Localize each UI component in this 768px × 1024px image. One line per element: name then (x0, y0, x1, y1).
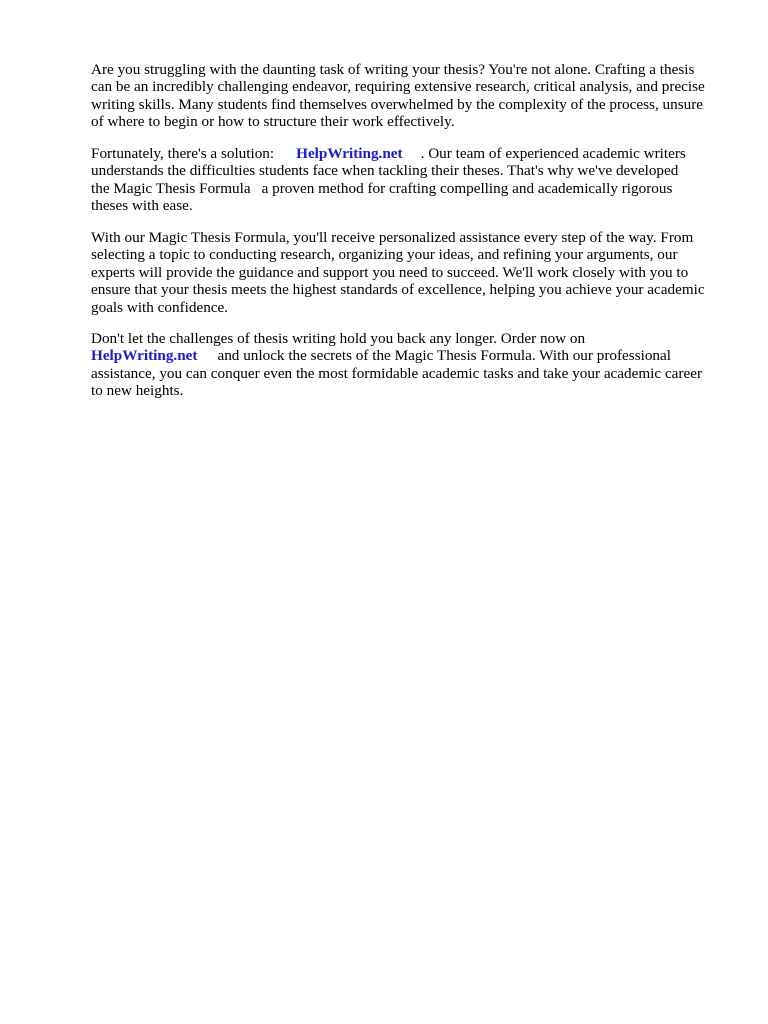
text-line: writing skills. Many students find themselves overwhelmed by the complexity of the process, unsure (91, 95, 704, 113)
text-line (91, 145, 731, 162)
solution-paragraph (91, 145, 731, 215)
text-line: selecting a topic to conducting research, organizing your ideas, and refining your arguments, our (91, 246, 678, 264)
text-line: Don't let the challenges of thesis writing hold you back any longer. Order now on (91, 330, 586, 347)
call-to-action-paragraph (91, 330, 731, 400)
text-line (91, 347, 731, 364)
intro-paragraph (91, 61, 731, 131)
text-line: understands the difficulties students face when tackling their theses. That's why we've developed (91, 162, 679, 180)
text-fragment: Fortunately, there's a solution: (91, 145, 275, 162)
text-line: of where to begin or how to structure their work effectively. (91, 113, 455, 131)
helpwriting-link[interactable]: HelpWriting.net (296, 145, 403, 162)
text-line: to new heights. (91, 382, 184, 400)
text-line: ensure that your thesis meets the highest standards of excellence, helping you achieve your academic (91, 281, 705, 299)
text-line: Are you struggling with the daunting task of writing your thesis? You're not alone. Crafting a thesis (91, 61, 695, 78)
text-fragment: the Magic Thesis Formula (91, 179, 251, 197)
text-line (91, 180, 731, 197)
text-line: can be an incredibly challenging endeavor, requiring extensive research, critical analysis, and precise (91, 78, 705, 96)
text-line: experts will provide the guidance and support you need to succeed. We'll work closely with you to (91, 263, 689, 281)
text-line: theses with ease. (91, 197, 193, 215)
text-line: assistance, you can conquer even the most formidable academic tasks and take your academic career (91, 364, 703, 382)
helpwriting-link[interactable]: HelpWriting.net (91, 347, 198, 365)
formula-paragraph (91, 229, 731, 316)
text-line: goals with confidence. (91, 298, 229, 316)
text-fragment: a proven method for crafting compelling and academically rigorous (261, 179, 673, 197)
text-fragment: and unlock the secrets of the Magic Thesis Formula. With our professional (217, 347, 671, 365)
text-line: With our Magic Thesis Formula, you'll receive personalized assistance every step of the way. From (91, 229, 694, 246)
text-fragment: . Our team of experienced academic writers (420, 145, 686, 162)
